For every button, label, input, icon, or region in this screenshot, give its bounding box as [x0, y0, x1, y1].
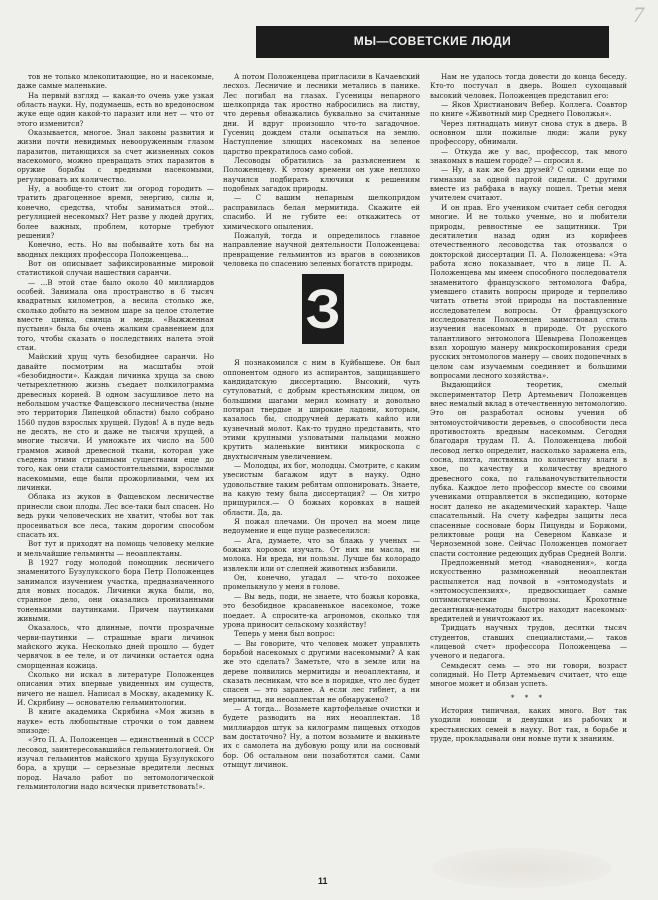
paragraph: И он прав. Его учеником считает себя сегодня многие. И не только ученые, но и любители природы, ревностные ее защитники. Три десятилетия назад один из корифеев отечественного лесоводства так отозвался о докторской диссертации П. А. Положенцева: «Эта работа ясно показывает, что в лице П. А. Положенцева мы имеем способного последователя знаменитого французского энтомолога Фабра, умевшего ставить вопросы природе и терпеливо читать ответы этой природы на поставленные исследователем вопросы. От французского исследователя Положенцев заимствовал стиль изучения насекомых в природе. От русского талантливого энтомолога Шевырева Положенцев взял хорошую манеру микроскопирования среди русских энтомологов манеру — своих подопечных в целом сам изучаемым соединяет и большими вопросами лесного хозяйства».: [430, 202, 627, 380]
paragraph: Он, конечно, угадал — что-то похожее промелькнуло у меня в голове.: [223, 573, 420, 592]
paragraph: Оказывается, многое. Знал законы развития и жизни почти невидимых невооруженным глазом паразитов, питающихся за счет жизненных соков насекомого, можно превращать этих паразитов в оружие борьбы с вредными насекомыми, регулировать их количество.: [17, 128, 214, 184]
paragraph: Конечно, есть. Но вы побывайте хоть бы на вводных лекциях профессора Положенцева...: [17, 240, 214, 259]
paragraph: Оказалось, что длинные, почти прозрачные черви-паутинки — страшные враги личинок майского жука. Несколько дней прошло — будет червячок в ее теле, и от личинки остается одна сморщенная кожица.: [17, 623, 214, 670]
column-3-top: [430, 72, 627, 689]
column-2-top: [223, 72, 420, 268]
paragraph: Семьдесят семь — это ни говори, возраст солидный. Но Петр Артемьевич считает, что еще многое может и обязан успеть.: [430, 660, 627, 689]
paragraph: Я познакомился с ним в Куйбышеве. Он был оппонентом одного из аспирантов, защищавшего кандидатскую диссертацию. Высокий, чуть сутуловатый, с добрым крестьянским лицом, он большими шагами мерил комнату и довольно потирал твердые и широкие ладони, которым, казалось бы, сподручней держать кайло или кузнечный молот. Как-то трудно представить, что этими крупными узловатыми пальцами можно крутить маленькие винтики микроскопа с двухтысячным увеличением.: [223, 358, 420, 461]
paragraph: А потом Положенцева пригласили в Качаевский лесхоз. Лесничие и лесники метались в панике. Лес погибал на глазах. Гусеницы непарного шелкопряда так яростно набросились на листву, что деревья обнажались буквально за считанные дни. И вдруг произошло что-то загадочное. Гусениц дождем стали осыпаться на землю. Наступление злющих насекомых на зеленое царство прекратилось само собой.: [223, 72, 420, 156]
text-column-2: [223, 72, 420, 872]
paragraph: — ...В этой стае было около 40 миллиардов особей. Занимала она пространство в 6 тысяч квадратных километров, а весила столько же, сколько добыто на земном шаре за целое столетие вместе цинка, свинца и меди. «Выжженная пустыня» была бы очень жалким сравнением для того, чтобы сказать о последствиях налета этой стаи.: [17, 277, 214, 352]
page-number: 11: [318, 876, 328, 886]
paragraph: — А тогда... Возьмете картофельные очистки и будете разводить на них неоаплектан. 18 миллиардов штук за килограмм пищевых отходов вам достаточно? Ну, а потом возьмите и выкиньте их с самолета на дубовую рощу или на сосновый бор. Об остальном они позаботятся сами. Сами отыщут личинок.: [223, 703, 420, 769]
column-3-bottom: [430, 706, 627, 743]
paragraph: Предложенный метод «наводнения», когда искусственно размноженный неоаплектан распыляется над почвой в «энтомодуstats и «энтомосуспензиях», предвосхищает самые оптимистические прогнозы. Крохотные десантники-нематоды быстро находят насекомых-вредителей и уничтожают их.: [430, 557, 627, 623]
paragraph: Я пожал плечами. Он прочел на моем лице недоумение и еще пуще развеселился:: [223, 517, 420, 536]
paragraph: На первый взгляд — какая-то очень уже узкая область науки. Ну, подумаешь, есть во вредоносном жуке еще один какой-то паразит или нет — что от этого изменится?: [17, 90, 215, 128]
text-column-3: [430, 72, 627, 882]
paragraph: Тридцать научных трудов, десятки тысяч студентов, ставших специалистами,— таков «лицевой счет» профессора Положенцева — ученого и педагога.: [430, 623, 627, 661]
paragraph: В 1927 году молодой помощник лесничего знаменитого Бузулукского бора Петр Положенцев занимался изучением участка, предназначенного для новых посадок. Личинки жука были, но, странное дело, они оказались пронизанными тоненькими паутинками. Причем паутинками живыми.: [17, 557, 214, 623]
text-column-1: [17, 72, 214, 882]
paragraph: «Это П. А. Положенцев — единственный в СССР лесовод, заинтересовавшийся гельминтологией. Он изучал гельминтов майского хруща Бузулукского бора, а хрущи — серьезные вредители лесных пород. Начало работ по энтомологической гельминтологии надо всячески приветствовать!».: [17, 735, 214, 792]
paragraph: Пожалуй, тогда и определилось главное направление научной деятельности Положенцева: превращение гельминтов из врагов в союзников человека по спасению зеленых богатств природы.: [223, 230, 420, 268]
dropcap-letter: З: [302, 274, 344, 344]
dropcap-block: [223, 274, 420, 348]
paragraph: Через пятнадцать минут снова стук в дверь. В основном шли пожилые люди: жали руку профессору, обнимали.: [430, 118, 627, 147]
paragraph: Вот тут и приходят на помощь человеку мелкие и мельчайшие гельминты — неоаплектаны.: [17, 539, 214, 558]
column-2-bottom: [223, 358, 420, 769]
page-mark: 7: [633, 2, 644, 27]
paragraph: Сколько ни искал в литературе Положенцев описания этих впервые увиденных им существ, ничего не нашел. Написал в Москву, академику К. И. Скрябину — основателю гельминтологии.: [17, 670, 214, 708]
paragraph: Лесоводы обратились за разъяснением к Положенцеву. К этому времени он уже неплохо научился подбирать ключики к решениям подобных загадок природы.: [223, 156, 420, 194]
paragraph: История типичная, каких много. Вот так уходили юноши и девушки из рабочих и крестьянских семей в науку. Вот так, в борьбе и труде, прокладывали они новые пути к знаниям.: [430, 706, 627, 744]
paragraph: — Вы ведь, поди, не знаете, что божья коровка, это безобидное красавенькое насекомое, тоже поедает. А спросите-ка агрономов, сколько тля урона приносит сельскому хозяйству!: [223, 591, 420, 629]
paragraph: В книге академика Скрябина «Моя жизнь в науке» есть любопытные строчки о том давнем эпизоде:: [17, 707, 214, 736]
paragraph: — Ну, а как же без друзей? С одними еще по гимназии за одной партой сидели. С другими вместе из рабфака в науку пошел. Третьи меня учителем считают.: [430, 165, 627, 203]
paragraph: — Вы говорите, что человек может управлять борьбой насекомых с другими насекомыми? А как же это сделать? Заметьте, что в земле или на дереве появились мермитиды и неоаплектаны, и сказать лесникам, что все в порядке, что лес будет спасен — это заранее. А если лес гибнет, а ни мермитид, ни неоаплектан не обнаружено?: [223, 638, 420, 704]
paragraph: Ну, а вообще-то стоит ли огород городить — тратить драгоценное время, энергию, силы и, конечно, средства, чтобы заниматься этой... регуляцией несекомых? Нет разве у людей других, более важных, проблем, которые требуют решения?: [17, 184, 214, 240]
paragraph: — Яков Христианович Вебер. Коллега. Соавтор по книге «Животный мир Среднего Поволжья».: [430, 100, 627, 119]
paragraph: Теперь у меня был вопрос:: [234, 629, 335, 639]
paper-stain: [432, 848, 612, 888]
paragraph: Майский хрущ чуть безобиднее саранчи. Но давайте посмотрим на масштабы этой «безобидности». Каждая личинка хруща за свою четырехлетнюю жизнь съедает полкилограмма древесных корней. В одном засушливое лето на небольшом участке Фащевского лесничества (ныне это территория Липецкой области) было собрано 1560 пудов взрослых хрущей. Пудов! А в пуде ведь не десять, не сто и даже не тысячи хрущей, а многие тысячи. И умножьте их число на 500 граммов живой древесной ткани, которая уже съедена этими страшными существами еще до того, как они стали самостоятельными, взрослыми насекомыми, еще были прожорливыми, чем их личинки.: [17, 352, 214, 493]
section-header: [256, 26, 609, 58]
section-title: МЫ—СОВЕТСКИЕ ЛЮДИ: [353, 34, 512, 48]
paragraph: тов не только млекопитающие, но и насекомые, даже самые маленькие.: [17, 72, 214, 91]
paragraph: Выдающийся теоретик, смелый экспериментатор Петр Артемьевич Положенцев внес немалый вклад в отечественную энтомологию. Это он разработал основы учения об энтомоустойчивости деревьев, о способности леса противостоять вредным насекомым. Сегодня благодаря трудам П. А. Положенцева любой лесовод легко определит, насколько заражена ель, сосна, пихта, листвянка по количеству влаги в хвое, по качеству и количеству вредного древесного сока, по гальваночувствительности лубка. Каждое лето профессор вместе со своими учениками отправляется в экспедицию, которые носят далеко не академический характер. Чаще спасательный. На счету кафедры защиты леса спасенные сосновые боры Пицунды и Боржоми, реликтовые рощи на Северном Кавказе и Черноземной зоне. Сейчас Положенцев помогает спасти состояние редеющих дубрав Средней Волги.: [430, 380, 627, 558]
paragraph: Нам не удалось тогда довести до конца беседу. Кто-то постучал в дверь. Вошел сухощавый высокий человек. Положенцев представил его:: [430, 72, 627, 100]
paragraph: Вот он описывает зафиксированные мировой статистикой случаи нашествия саранчи.: [17, 258, 214, 278]
paragraph: — С вашим непарным шелкопрядом расправилась белая мермитида. Скажите ей спасибо. И не губите ее: откажитесь от химического опыления.: [223, 193, 420, 231]
section-separator: * * *: [510, 692, 547, 702]
paragraph: — Молодцы, их бог, молодцы. Смотрите, с каким увесистым багажом идут в науку. Одно удовольствие таким ребятам оппонировать. Знаете, на какую тему была диссертация? — Он хитро прищурился.— О божьих коровках в нашей области. Да, да.: [223, 461, 420, 517]
paragraph: Облака из жуков в Фащевском лесничестве принесли свои плоды. Лес все-таки был спасен. Но ведь руки человеческих не хватит, чтобы вот так просеиваться все леса, таким дорогим способом спасать их.: [17, 492, 214, 539]
paragraph: — Откуда же у вас, профессор, так много знакомых в нашем городе? — спросил я.: [430, 146, 627, 166]
paragraph: — Ага, думаете, что за блажь у ученых — божьих коровок изучать. От них ни масла, ни молока. Ни вреда, ни пользы. Лучше бы колорадо извлекли или от слепней животных избавили.: [223, 535, 420, 573]
